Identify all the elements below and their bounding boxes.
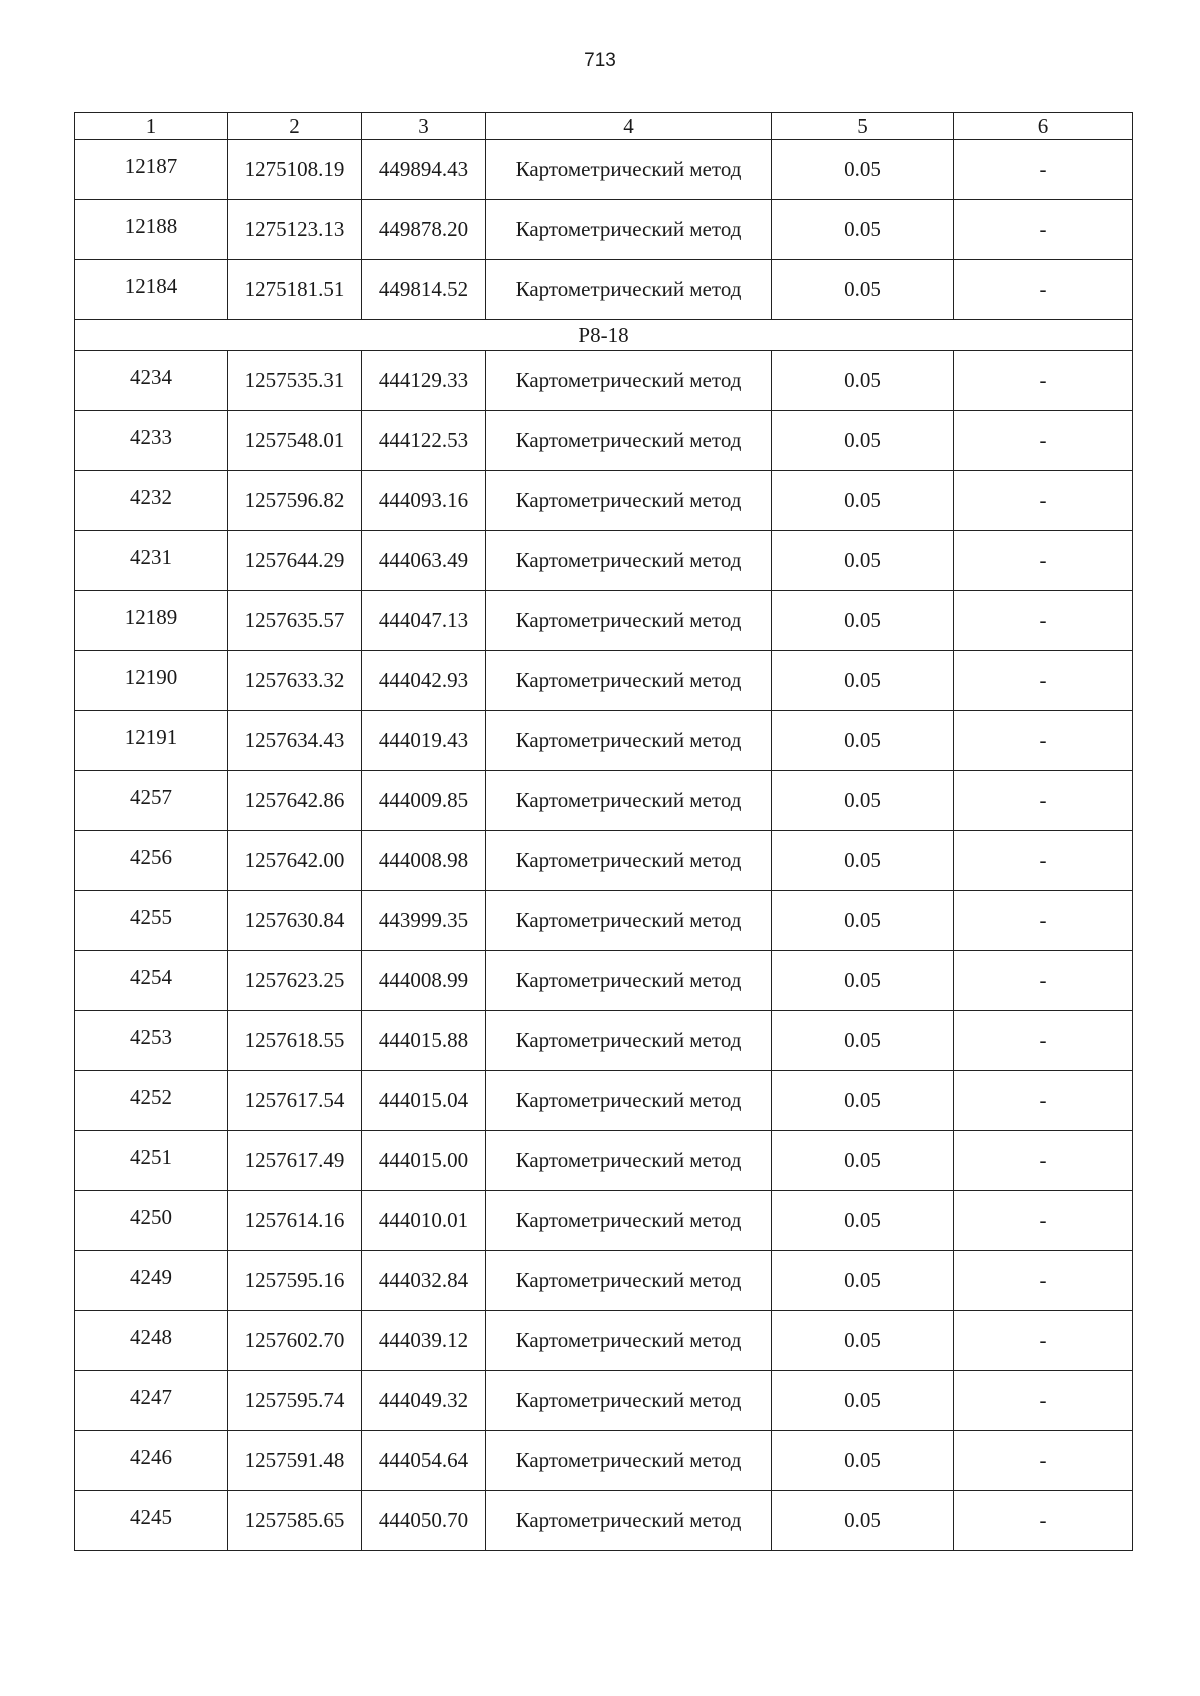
- table-row: [75, 531, 1133, 591]
- x-coordinate-cell: 1275108.19: [228, 140, 362, 200]
- point-id-cell: 4254: [75, 951, 228, 1011]
- note-cell: -: [954, 471, 1133, 531]
- accuracy-cell: 0.05: [772, 831, 954, 891]
- point-id-cell: 4251: [75, 1131, 228, 1191]
- note-cell: -: [954, 531, 1133, 591]
- y-coordinate-cell: 444008.98: [362, 831, 486, 891]
- x-coordinate-cell: 1257595.74: [228, 1371, 362, 1431]
- y-coordinate-cell: 444042.93: [362, 651, 486, 711]
- page-number: 713: [584, 50, 616, 71]
- table-row: [75, 1071, 1133, 1131]
- method-cell: Картометрический метод: [486, 1191, 772, 1251]
- method-cell: Картометрический метод: [486, 1491, 772, 1551]
- note-cell: -: [954, 951, 1133, 1011]
- x-coordinate-cell: 1257644.29: [228, 531, 362, 591]
- point-id-cell: 4234: [75, 351, 228, 411]
- table-body: [75, 140, 1133, 1551]
- table-row: [75, 1431, 1133, 1491]
- accuracy-cell: 0.05: [772, 1131, 954, 1191]
- x-coordinate-cell: 1257585.65: [228, 1491, 362, 1551]
- note-cell: -: [954, 891, 1133, 951]
- y-coordinate-cell: 444047.13: [362, 591, 486, 651]
- x-coordinate-cell: 1257642.00: [228, 831, 362, 891]
- method-cell: Картометрический метод: [486, 831, 772, 891]
- y-coordinate-cell: 444010.01: [362, 1191, 486, 1251]
- y-coordinate-cell: 444122.53: [362, 411, 486, 471]
- table-row: [75, 891, 1133, 951]
- note-cell: -: [954, 1251, 1133, 1311]
- note-cell: -: [954, 1371, 1133, 1431]
- method-cell: Картометрический метод: [486, 1371, 772, 1431]
- method-cell: Картометрический метод: [486, 1011, 772, 1071]
- method-cell: Картометрический метод: [486, 1311, 772, 1371]
- section-title: Р8-18: [75, 320, 1133, 351]
- accuracy-cell: 0.05: [772, 1371, 954, 1431]
- point-id-cell: 12191: [75, 711, 228, 771]
- table-row: [75, 411, 1133, 471]
- column-header-3: 3: [362, 113, 486, 140]
- x-coordinate-cell: 1257591.48: [228, 1431, 362, 1491]
- y-coordinate-cell: 449878.20: [362, 200, 486, 260]
- y-coordinate-cell: 444039.12: [362, 1311, 486, 1371]
- point-id-cell: 12190: [75, 651, 228, 711]
- method-cell: Картометрический метод: [486, 1131, 772, 1191]
- note-cell: -: [954, 260, 1133, 320]
- section-header-row: [75, 320, 1133, 351]
- point-id-cell: 4232: [75, 471, 228, 531]
- note-cell: -: [954, 651, 1133, 711]
- accuracy-cell: 0.05: [772, 1491, 954, 1551]
- y-coordinate-cell: 444050.70: [362, 1491, 486, 1551]
- table-row: [75, 200, 1133, 260]
- x-coordinate-cell: 1257630.84: [228, 891, 362, 951]
- accuracy-cell: 0.05: [772, 1011, 954, 1071]
- y-coordinate-cell: 444093.16: [362, 471, 486, 531]
- method-cell: Картометрический метод: [486, 711, 772, 771]
- table-row: [75, 1491, 1133, 1551]
- x-coordinate-cell: 1257596.82: [228, 471, 362, 531]
- coordinates-table: [74, 112, 1133, 1551]
- note-cell: -: [954, 351, 1133, 411]
- accuracy-cell: 0.05: [772, 951, 954, 1011]
- y-coordinate-cell: 444032.84: [362, 1251, 486, 1311]
- note-cell: -: [954, 591, 1133, 651]
- table-row: [75, 831, 1133, 891]
- table-row: [75, 1011, 1133, 1071]
- method-cell: Картометрический метод: [486, 140, 772, 200]
- method-cell: Картометрический метод: [486, 411, 772, 471]
- accuracy-cell: 0.05: [772, 1311, 954, 1371]
- table-row: [75, 771, 1133, 831]
- point-id-cell: 4255: [75, 891, 228, 951]
- method-cell: Картометрический метод: [486, 651, 772, 711]
- note-cell: -: [954, 411, 1133, 471]
- table-row: [75, 711, 1133, 771]
- accuracy-cell: 0.05: [772, 651, 954, 711]
- table-row: [75, 1371, 1133, 1431]
- point-id-cell: 12184: [75, 260, 228, 320]
- y-coordinate-cell: 444049.32: [362, 1371, 486, 1431]
- table-row: [75, 351, 1133, 411]
- accuracy-cell: 0.05: [772, 771, 954, 831]
- table-row: [75, 951, 1133, 1011]
- table-row: [75, 651, 1133, 711]
- header-row: [75, 113, 1133, 140]
- note-cell: -: [954, 200, 1133, 260]
- accuracy-cell: 0.05: [772, 1071, 954, 1131]
- note-cell: -: [954, 140, 1133, 200]
- y-coordinate-cell: 444008.99: [362, 951, 486, 1011]
- note-cell: -: [954, 1431, 1133, 1491]
- method-cell: Картометрический метод: [486, 531, 772, 591]
- point-id-cell: 4231: [75, 531, 228, 591]
- note-cell: -: [954, 1491, 1133, 1551]
- column-header-4: 4: [486, 113, 772, 140]
- accuracy-cell: 0.05: [772, 531, 954, 591]
- note-cell: -: [954, 1311, 1133, 1371]
- x-coordinate-cell: 1257623.25: [228, 951, 362, 1011]
- method-cell: Картометрический метод: [486, 891, 772, 951]
- x-coordinate-cell: 1275123.13: [228, 200, 362, 260]
- point-id-cell: 4257: [75, 771, 228, 831]
- x-coordinate-cell: 1257617.54: [228, 1071, 362, 1131]
- accuracy-cell: 0.05: [772, 1251, 954, 1311]
- point-id-cell: 12188: [75, 200, 228, 260]
- point-id-cell: 12189: [75, 591, 228, 651]
- y-coordinate-cell: 444054.64: [362, 1431, 486, 1491]
- y-coordinate-cell: 443999.35: [362, 891, 486, 951]
- accuracy-cell: 0.05: [772, 471, 954, 531]
- table-row: [75, 1191, 1133, 1251]
- method-cell: Картометрический метод: [486, 200, 772, 260]
- accuracy-cell: 0.05: [772, 591, 954, 651]
- method-cell: Картометрический метод: [486, 1251, 772, 1311]
- point-id-cell: 4253: [75, 1011, 228, 1071]
- note-cell: -: [954, 1131, 1133, 1191]
- table-row: [75, 471, 1133, 531]
- column-header-6: 6: [954, 113, 1133, 140]
- x-coordinate-cell: 1257634.43: [228, 711, 362, 771]
- accuracy-cell: 0.05: [772, 891, 954, 951]
- point-id-cell: 4256: [75, 831, 228, 891]
- x-coordinate-cell: 1257617.49: [228, 1131, 362, 1191]
- y-coordinate-cell: 444015.88: [362, 1011, 486, 1071]
- table-row: [75, 260, 1133, 320]
- x-coordinate-cell: 1257548.01: [228, 411, 362, 471]
- point-id-cell: 4245: [75, 1491, 228, 1551]
- table-row: [75, 1251, 1133, 1311]
- point-id-cell: 4233: [75, 411, 228, 471]
- note-cell: -: [954, 1191, 1133, 1251]
- y-coordinate-cell: 444129.33: [362, 351, 486, 411]
- x-coordinate-cell: 1257602.70: [228, 1311, 362, 1371]
- y-coordinate-cell: 444019.43: [362, 711, 486, 771]
- table-header: [75, 113, 1133, 140]
- accuracy-cell: 0.05: [772, 711, 954, 771]
- method-cell: Картометрический метод: [486, 471, 772, 531]
- column-header-1: 1: [75, 113, 228, 140]
- x-coordinate-cell: 1257595.16: [228, 1251, 362, 1311]
- method-cell: Картометрический метод: [486, 951, 772, 1011]
- x-coordinate-cell: 1257633.32: [228, 651, 362, 711]
- y-coordinate-cell: 444015.04: [362, 1071, 486, 1131]
- point-id-cell: 12187: [75, 140, 228, 200]
- table-row: [75, 1311, 1133, 1371]
- accuracy-cell: 0.05: [772, 1431, 954, 1491]
- note-cell: -: [954, 711, 1133, 771]
- y-coordinate-cell: 449894.43: [362, 140, 486, 200]
- accuracy-cell: 0.05: [772, 351, 954, 411]
- y-coordinate-cell: 449814.52: [362, 260, 486, 320]
- note-cell: -: [954, 771, 1133, 831]
- point-id-cell: 4246: [75, 1431, 228, 1491]
- y-coordinate-cell: 444009.85: [362, 771, 486, 831]
- method-cell: Картометрический метод: [486, 1071, 772, 1131]
- accuracy-cell: 0.05: [772, 411, 954, 471]
- y-coordinate-cell: 444015.00: [362, 1131, 486, 1191]
- note-cell: -: [954, 831, 1133, 891]
- table-row: [75, 140, 1133, 200]
- accuracy-cell: 0.05: [772, 200, 954, 260]
- column-header-2: 2: [228, 113, 362, 140]
- point-id-cell: 4249: [75, 1251, 228, 1311]
- note-cell: -: [954, 1071, 1133, 1131]
- x-coordinate-cell: 1257535.31: [228, 351, 362, 411]
- column-header-5: 5: [772, 113, 954, 140]
- method-cell: Картометрический метод: [486, 771, 772, 831]
- x-coordinate-cell: 1275181.51: [228, 260, 362, 320]
- point-id-cell: 4250: [75, 1191, 228, 1251]
- table-row: [75, 1131, 1133, 1191]
- point-id-cell: 4252: [75, 1071, 228, 1131]
- accuracy-cell: 0.05: [772, 260, 954, 320]
- x-coordinate-cell: 1257642.86: [228, 771, 362, 831]
- method-cell: Картометрический метод: [486, 260, 772, 320]
- method-cell: Картометрический метод: [486, 351, 772, 411]
- x-coordinate-cell: 1257614.16: [228, 1191, 362, 1251]
- y-coordinate-cell: 444063.49: [362, 531, 486, 591]
- method-cell: Картометрический метод: [486, 591, 772, 651]
- x-coordinate-cell: 1257618.55: [228, 1011, 362, 1071]
- x-coordinate-cell: 1257635.57: [228, 591, 362, 651]
- note-cell: -: [954, 1011, 1133, 1071]
- point-id-cell: 4248: [75, 1311, 228, 1371]
- table-row: [75, 591, 1133, 651]
- accuracy-cell: 0.05: [772, 1191, 954, 1251]
- method-cell: Картометрический метод: [486, 1431, 772, 1491]
- point-id-cell: 4247: [75, 1371, 228, 1431]
- accuracy-cell: 0.05: [772, 140, 954, 200]
